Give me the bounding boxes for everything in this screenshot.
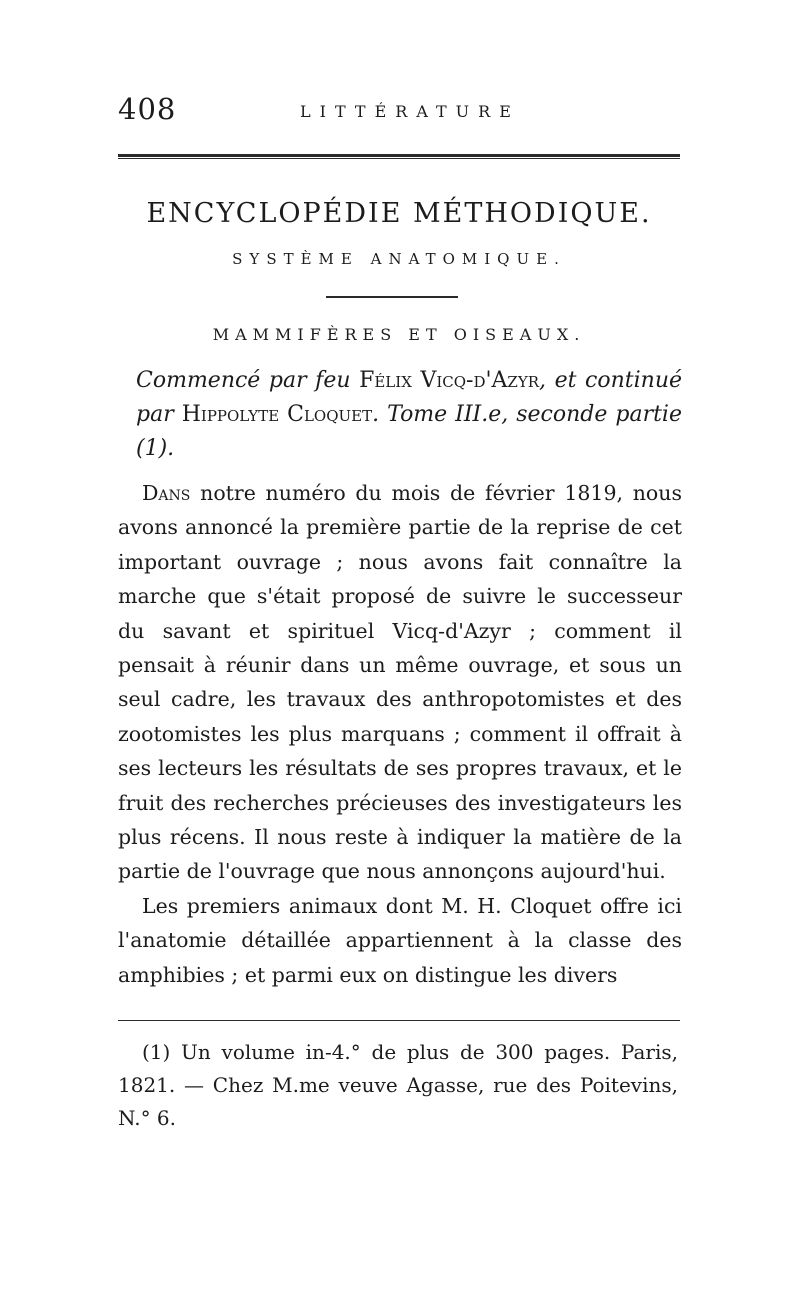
book-info-part3: . Tome III.e, seconde partie (1). [136, 402, 682, 461]
footnote [118, 1036, 678, 1135]
paragraph-1-first-word: Dans [142, 481, 191, 505]
article-body [118, 476, 682, 992]
article-subtitle: SYSTÈME ANATOMIQUE. [232, 250, 566, 268]
section-title: MAMMIFÈRES ET OISEAUX. [212, 325, 586, 344]
book-author-1: Félix Vicq-d'Azyr [359, 368, 540, 393]
running-head: LITTÉRATURE [300, 102, 520, 121]
header-rule-thin [118, 158, 680, 159]
header-rule-thick [118, 154, 680, 157]
paragraph-1-text: notre numéro du mois de février 1819, nous avons annoncé la première partie de la reprise de cet important ouvrage ; nous avons fait connaître la marche que s'était proposé de suivre le successeur du savant et spirituel Vicq-d'Azyr ; comment il pensait à réunir dans un même ouvrage, et sous un seul cadre, les travaux des anthropotomistes et des zootomistes les plus marquans ; comment il offrait à ses lecteurs les résultats de ses propres travaux, et le fruit des recherches précieuses des investigateurs les plus récens. Il nous reste à indiquer la matière de la partie de l'ouvrage que nous annonçons aujourd'hui. [118, 481, 682, 884]
paragraph-1 [118, 476, 682, 889]
title-divider [326, 296, 458, 298]
book-info-part1: Commencé par feu [136, 368, 360, 393]
page-number: 408 [118, 92, 177, 126]
paragraph-2: Les premiers animaux dont M. H. Cloquet offre ici l'anatomie détaillée appartiennent à la classe des amphibies ; et parmi eux on distingue les divers [118, 893, 682, 987]
footnote-text: (1) Un volume in-4.° de plus de 300 pages. Paris, 1821. — Chez M.me veuve Agasse, rue des Poitevins, N.° 6. [118, 1040, 678, 1130]
page-header [118, 92, 678, 132]
book-info [136, 364, 682, 466]
footnote-rule [118, 1020, 680, 1021]
article-title: ENCYCLOPÉDIE MÉTHODIQUE. [146, 198, 652, 229]
book-author-2: Hippolyte Cloquet [181, 402, 373, 427]
book-info-part2: , et continué par [136, 368, 683, 427]
